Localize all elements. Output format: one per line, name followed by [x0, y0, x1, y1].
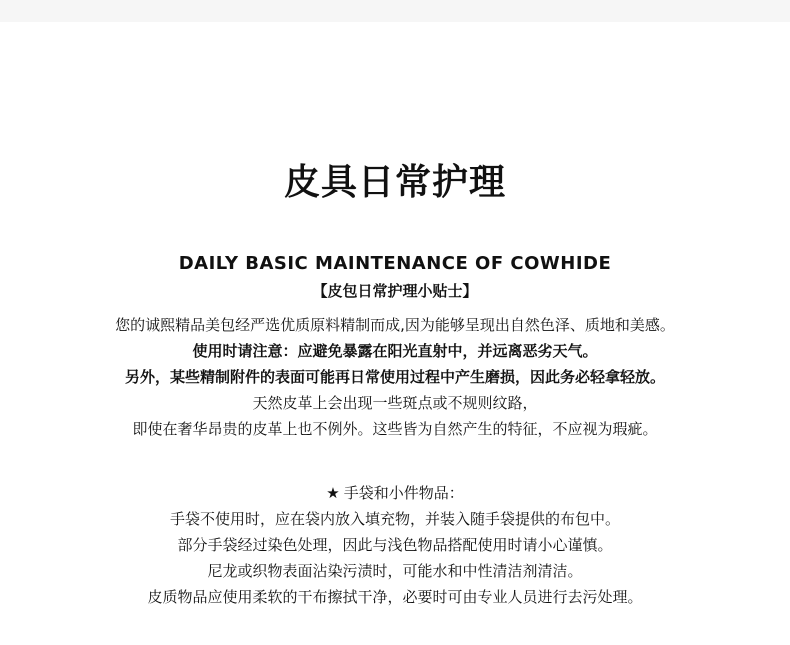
care-line: 手袋不使用时，应在袋内放入填充物，并装入随手袋提供的布包中。 [169, 510, 620, 528]
intro-line: 天然皮革上会出现一些斑点或不规则纹路， [252, 394, 538, 412]
intro-line: 即使在奢华昂贵的皮革上也不例外。这些皆为自然产生的特征，不应视为瑕疵。 [132, 420, 658, 438]
top-band [0, 0, 790, 22]
intro-paragraph [0, 312, 790, 442]
care-line: 部分手袋经过染色处理，因此与浅色物品搭配使用时请小心谨慎。 [177, 536, 613, 554]
care-list [0, 506, 790, 610]
intro-line: 您的诚熙精品美包经严选优质原料精制而成,因为能够呈现出自然色泽、质地和美感。 [115, 316, 675, 334]
care-heading [0, 480, 790, 506]
page-title: 皮具日常护理 [283, 162, 506, 203]
care-line: 尼龙或织物表面沾染污渍时，可能水和中性清洁剂清洁。 [207, 562, 583, 580]
intro-line: 使用时请注意：应避免暴露在阳光直射中，并远离恶劣天气。 [192, 342, 598, 360]
english-subtitle: DAILY BASIC MAINTENANCE OF COWHIDE [178, 253, 612, 274]
section-tag: 【皮包日常护理小贴士】 [312, 282, 478, 300]
care-heading-text: 手袋和小件物品： [343, 484, 464, 502]
intro-line: 另外，某些精制附件的表面可能再日常使用过程中产生磨损，因此务必轻拿轻放。 [124, 368, 665, 386]
star-icon: ★ [326, 484, 340, 502]
care-line: 皮质物品应使用柔软的干布擦拭干净，必要时可由专业人员进行去污处理。 [147, 588, 643, 606]
